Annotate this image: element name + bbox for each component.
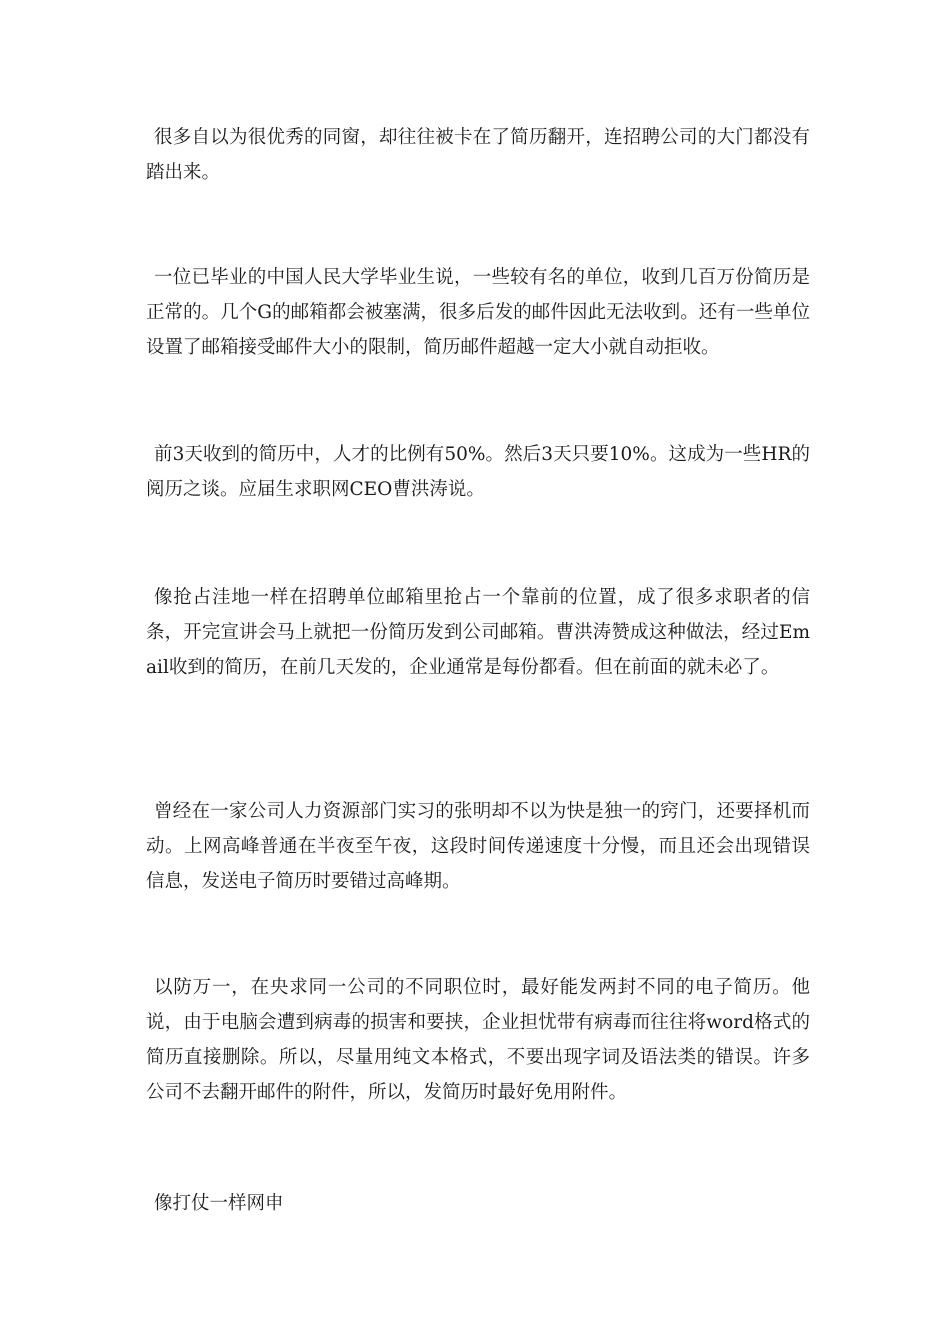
paragraph-1: 很多自以为很优秀的同窗，却往往被卡在了简历翻开，连招聘公司的大门都没有踏出来。 — [146, 127, 810, 183]
paragraph-6: 以防万一，在央求同一公司的不同职位时，最好能发两封不同的电子简历。他说，由于电脑会遭到病毒的损害和要挟，企业担忧带有病毒而往往将word格式的简历直接删除。所以，尽量用纯文本格式，不要出现字词及语法类的错误。许多公司不去翻开邮件的附件，所以，发简历时最好免用附件。 — [146, 977, 810, 1103]
paragraph-3: 前3天收到的简历中，人才的比例有50%。然后3天只要10%。这成为一些HR的阅历之谈。应届生求职网CEO曹洪涛说。 — [146, 444, 810, 500]
section-heading: 像打仗一样网申 — [154, 1193, 284, 1214]
paragraph-4: 像抢占洼地一样在招聘单位邮箱里抢占一个靠前的位置，成了很多求职者的信条，开完宣讲会马上就把一份简历发到公司邮箱。曹洪涛赞成这种做法，经过Email收到的简历，在前几天发的，企业通常是每份都看。但在前面的就未必了。 — [146, 587, 810, 678]
paragraph-5: 曾经在一家公司人力资源部门实习的张明却不以为快是独一的窍门，还要择机而动。上网高峰普通在半夜至午夜，这段时间传递速度十分慢，而且还会出现错误信息，发送电子简历时要错过高峰期。 — [146, 801, 810, 892]
paragraph-2: 一位已毕业的中国人民大学毕业生说，一些较有名的单位，收到几百万份简历是正常的。几个G的邮箱都会被塞满，很多后发的邮件因此无法收到。还有一些单位设置了邮箱接受邮件大小的限制，简历邮件超越一定大小就自动拒收。 — [146, 267, 810, 358]
